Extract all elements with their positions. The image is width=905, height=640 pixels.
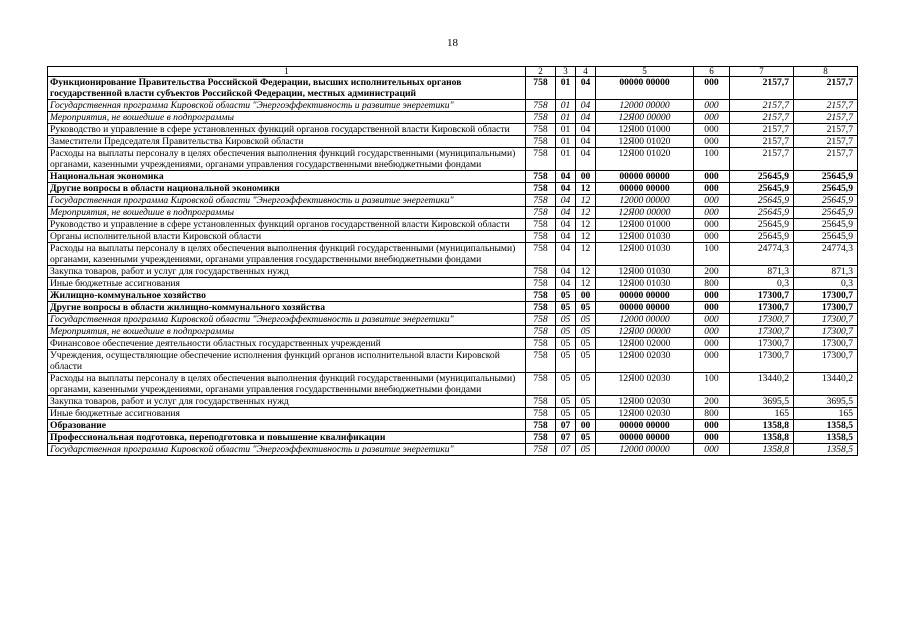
expense-name-cell: Органы исполнительной власти Кировской области [48, 231, 526, 243]
expense-name-cell: Государственная программа Кировской области "Энергоэффективность и развитие энергетики" [48, 100, 526, 112]
amount-cell: 24774,3 [730, 243, 794, 266]
table-row [48, 326, 858, 338]
amount-cell: 2157,7 [730, 148, 794, 171]
subsection-code-cell: 12 [576, 243, 596, 266]
amount-cell: 2157,7 [794, 77, 858, 100]
amount-cell: 1358,5 [794, 444, 858, 456]
column-header: 5 [596, 67, 694, 77]
expense-name-cell: Другие вопросы в области жилищно-коммунального хозяйства [48, 302, 526, 314]
ministry-code-cell: 758 [526, 231, 556, 243]
amount-cell: 17300,7 [794, 290, 858, 302]
subsection-code-cell: 12 [576, 231, 596, 243]
subsection-code-cell: 12 [576, 219, 596, 231]
target-article-cell: 12Я00 02030 [596, 408, 694, 420]
amount-cell: 25645,9 [794, 219, 858, 231]
expense-type-cell: 000 [694, 112, 730, 124]
target-article-cell: 12Я00 02030 [596, 350, 694, 373]
page-number: 18 [447, 37, 458, 49]
ministry-code-cell: 758 [526, 338, 556, 350]
expense-name-cell: Функционирование Правительства Российской Федерации, высших исполнительных органов государственной власти субъектов Российской Федерации, местных администраций [48, 77, 526, 100]
amount-cell: 17300,7 [794, 326, 858, 338]
target-article-cell: 12000 00000 [596, 314, 694, 326]
target-article-cell: 00000 00000 [596, 77, 694, 100]
section-code-cell: 05 [556, 302, 576, 314]
expense-type-cell: 000 [694, 350, 730, 373]
ministry-code-cell: 758 [526, 432, 556, 444]
table-row [48, 183, 858, 195]
section-code-cell: 05 [556, 338, 576, 350]
amount-cell: 25645,9 [794, 171, 858, 183]
subsection-code-cell: 05 [576, 338, 596, 350]
amount-cell: 0,3 [730, 278, 794, 290]
expense-name-cell: Государственная программа Кировской области "Энергоэффективность и развитие энергетики" [48, 444, 526, 456]
ministry-code-cell: 758 [526, 302, 556, 314]
expense-name-cell: Закупка товаров, работ и услуг для государственных нужд [48, 266, 526, 278]
section-code-cell: 04 [556, 207, 576, 219]
section-code-cell: 04 [556, 195, 576, 207]
table-row [48, 290, 858, 302]
expense-type-cell: 000 [694, 219, 730, 231]
subsection-code-cell: 04 [576, 148, 596, 171]
expense-type-cell: 000 [694, 302, 730, 314]
section-code-cell: 01 [556, 112, 576, 124]
section-code-cell: 01 [556, 148, 576, 171]
target-article-cell: 12Я00 01000 [596, 219, 694, 231]
expense-type-cell: 000 [694, 183, 730, 195]
target-article-cell: 00000 00000 [596, 290, 694, 302]
column-header: 2 [526, 67, 556, 77]
amount-cell: 2157,7 [730, 136, 794, 148]
expense-name-cell: Мероприятия, не вошедшие в подпрограммы [48, 207, 526, 219]
table-row [48, 77, 858, 100]
expense-name-cell: Заместители Председателя Правительства Кировской области [48, 136, 526, 148]
expense-type-cell: 100 [694, 148, 730, 171]
amount-cell: 1358,5 [794, 420, 858, 432]
amount-cell: 871,3 [730, 266, 794, 278]
amount-cell: 17300,7 [794, 314, 858, 326]
subsection-code-cell: 04 [576, 136, 596, 148]
expense-name-cell: Руководство и управление в сфере установленных функций органов государственной власти Кировской области [48, 124, 526, 136]
ministry-code-cell: 758 [526, 290, 556, 302]
subsection-code-cell: 05 [576, 373, 596, 396]
ministry-code-cell: 758 [526, 148, 556, 171]
target-article-cell: 12Я00 01030 [596, 266, 694, 278]
ministry-code-cell: 758 [526, 100, 556, 112]
expense-name-cell: Иные бюджетные ассигнования [48, 278, 526, 290]
ministry-code-cell: 758 [526, 112, 556, 124]
amount-cell: 17300,7 [794, 338, 858, 350]
subsection-code-cell: 04 [576, 100, 596, 112]
ministry-code-cell: 758 [526, 278, 556, 290]
expense-type-cell: 100 [694, 373, 730, 396]
amount-cell: 25645,9 [794, 207, 858, 219]
target-article-cell: 12000 00000 [596, 444, 694, 456]
ministry-code-cell: 758 [526, 444, 556, 456]
subsection-code-cell: 12 [576, 266, 596, 278]
amount-cell: 17300,7 [730, 338, 794, 350]
expense-type-cell: 000 [694, 326, 730, 338]
subsection-code-cell: 12 [576, 278, 596, 290]
ministry-code-cell: 758 [526, 408, 556, 420]
table-row [48, 432, 858, 444]
subsection-code-cell: 00 [576, 290, 596, 302]
target-article-cell: 12Я00 02030 [596, 396, 694, 408]
amount-cell: 25645,9 [730, 207, 794, 219]
section-code-cell: 04 [556, 219, 576, 231]
subsection-code-cell: 05 [576, 350, 596, 373]
subsection-code-cell: 04 [576, 124, 596, 136]
subsection-code-cell: 05 [576, 444, 596, 456]
amount-cell: 25645,9 [730, 219, 794, 231]
expense-type-cell: 000 [694, 432, 730, 444]
table-row [48, 350, 858, 373]
ministry-code-cell: 758 [526, 350, 556, 373]
amount-cell: 17300,7 [794, 350, 858, 373]
ministry-code-cell: 758 [526, 420, 556, 432]
expense-type-cell: 000 [694, 100, 730, 112]
amount-cell: 25645,9 [730, 171, 794, 183]
amount-cell: 17300,7 [794, 302, 858, 314]
expense-type-cell: 000 [694, 207, 730, 219]
target-article-cell: 12Я00 01030 [596, 278, 694, 290]
expense-name-cell: Образование [48, 420, 526, 432]
expense-name-cell: Национальная экономика [48, 171, 526, 183]
section-code-cell: 05 [556, 326, 576, 338]
amount-cell: 2157,7 [730, 112, 794, 124]
target-article-cell: 12Я00 01030 [596, 231, 694, 243]
expense-type-cell: 000 [694, 77, 730, 100]
table-row [48, 396, 858, 408]
table-row [48, 136, 858, 148]
amount-cell: 2157,7 [730, 100, 794, 112]
table-row [48, 148, 858, 171]
target-article-cell: 12Я00 00000 [596, 326, 694, 338]
table-row [48, 171, 858, 183]
expense-type-cell: 000 [694, 290, 730, 302]
expense-name-cell: Жилищно-коммунальное хозяйство [48, 290, 526, 302]
subsection-code-cell: 05 [576, 314, 596, 326]
subsection-code-cell: 00 [576, 171, 596, 183]
target-article-cell: 12Я00 01020 [596, 136, 694, 148]
expense-type-cell: 000 [694, 231, 730, 243]
target-article-cell: 12Я00 01020 [596, 148, 694, 171]
subsection-code-cell: 05 [576, 396, 596, 408]
table-row [48, 231, 858, 243]
column-header: 7 [730, 67, 794, 77]
amount-cell: 17300,7 [730, 302, 794, 314]
ministry-code-cell: 758 [526, 171, 556, 183]
table-row [48, 219, 858, 231]
target-article-cell: 00000 00000 [596, 171, 694, 183]
section-code-cell: 05 [556, 408, 576, 420]
table-row [48, 373, 858, 396]
amount-cell: 25645,9 [794, 183, 858, 195]
table-row [48, 314, 858, 326]
ministry-code-cell: 758 [526, 195, 556, 207]
expense-name-cell: Другие вопросы в области национальной экономики [48, 183, 526, 195]
expense-type-cell: 800 [694, 278, 730, 290]
target-article-cell: 12000 00000 [596, 195, 694, 207]
ministry-code-cell: 758 [526, 326, 556, 338]
section-code-cell: 04 [556, 243, 576, 266]
column-header: 8 [794, 67, 858, 77]
expense-name-cell: Расходы на выплаты персоналу в целях обеспечения выполнения функций государственными (муниципальными) органами, казенными учреждениями, органами управления государственными внебюджетными фондами [48, 148, 526, 171]
target-article-cell: 12Я00 01000 [596, 124, 694, 136]
amount-cell: 25645,9 [794, 231, 858, 243]
ministry-code-cell: 758 [526, 396, 556, 408]
table-row [48, 112, 858, 124]
amount-cell: 13440,2 [794, 373, 858, 396]
ministry-code-cell: 758 [526, 373, 556, 396]
budget-table [47, 66, 858, 456]
section-code-cell: 04 [556, 171, 576, 183]
amount-cell: 3695,5 [730, 396, 794, 408]
amount-cell: 17300,7 [730, 290, 794, 302]
expense-name-cell: Иные бюджетные ассигнования [48, 408, 526, 420]
expense-name-cell: Финансовое обеспечение деятельности областных государственных учреждений [48, 338, 526, 350]
table-row [48, 243, 858, 266]
section-code-cell: 04 [556, 231, 576, 243]
amount-cell: 25645,9 [730, 231, 794, 243]
table-row [48, 278, 858, 290]
expense-type-cell: 000 [694, 171, 730, 183]
table-row [48, 266, 858, 278]
amount-cell: 165 [730, 408, 794, 420]
section-code-cell: 05 [556, 396, 576, 408]
amount-cell: 25645,9 [730, 195, 794, 207]
target-article-cell: 00000 00000 [596, 420, 694, 432]
expense-name-cell: Государственная программа Кировской области "Энергоэффективность и развитие энергетики" [48, 314, 526, 326]
table-row [48, 124, 858, 136]
expense-type-cell: 800 [694, 408, 730, 420]
amount-cell: 165 [794, 408, 858, 420]
subsection-code-cell: 05 [576, 408, 596, 420]
target-article-cell: 00000 00000 [596, 183, 694, 195]
column-header: 1 [48, 67, 526, 77]
column-header: 6 [694, 67, 730, 77]
expense-name-cell: Расходы на выплаты персоналу в целях обеспечения выполнения функций государственными (муниципальными) органами, казенными учреждениями, органами управления государственными внебюджетными фондами [48, 373, 526, 396]
amount-cell: 2157,7 [794, 124, 858, 136]
expense-type-cell: 000 [694, 124, 730, 136]
expense-type-cell: 200 [694, 266, 730, 278]
amount-cell: 25645,9 [794, 195, 858, 207]
expense-name-cell: Закупка товаров, работ и услуг для государственных нужд [48, 396, 526, 408]
section-code-cell: 01 [556, 124, 576, 136]
target-article-cell: 12Я00 02000 [596, 338, 694, 350]
expense-type-cell: 100 [694, 243, 730, 266]
amount-cell: 17300,7 [730, 326, 794, 338]
subsection-code-cell: 12 [576, 183, 596, 195]
target-article-cell: 00000 00000 [596, 302, 694, 314]
amount-cell: 2157,7 [794, 148, 858, 171]
target-article-cell: 12000 00000 [596, 100, 694, 112]
amount-cell: 1358,8 [730, 444, 794, 456]
section-code-cell: 04 [556, 266, 576, 278]
ministry-code-cell: 758 [526, 207, 556, 219]
ministry-code-cell: 758 [526, 77, 556, 100]
amount-cell: 2157,7 [794, 112, 858, 124]
table-row [48, 207, 858, 219]
target-article-cell: 12Я00 00000 [596, 112, 694, 124]
subsection-code-cell: 12 [576, 195, 596, 207]
expense-name-cell: Руководство и управление в сфере установленных функций органов государственной власти Кировской области [48, 219, 526, 231]
ministry-code-cell: 758 [526, 136, 556, 148]
expense-type-cell: 000 [694, 314, 730, 326]
section-code-cell: 04 [556, 278, 576, 290]
ministry-code-cell: 758 [526, 124, 556, 136]
subsection-code-cell: 05 [576, 326, 596, 338]
subsection-code-cell: 12 [576, 207, 596, 219]
section-code-cell: 05 [556, 373, 576, 396]
section-code-cell: 07 [556, 444, 576, 456]
amount-cell: 1358,8 [730, 420, 794, 432]
expense-name-cell: Расходы на выплаты персоналу в целях обеспечения выполнения функций государственными (муниципальными) органами, казенными учреждениями, органами управления государственными внебюджетными фондами [48, 243, 526, 266]
table-row [48, 302, 858, 314]
ministry-code-cell: 758 [526, 266, 556, 278]
subsection-code-cell: 00 [576, 420, 596, 432]
table-row [48, 100, 858, 112]
amount-cell: 1358,5 [794, 432, 858, 444]
column-header-row [48, 67, 858, 77]
expense-type-cell: 000 [694, 338, 730, 350]
amount-cell: 1358,8 [730, 432, 794, 444]
expense-type-cell: 200 [694, 396, 730, 408]
ministry-code-cell: 758 [526, 183, 556, 195]
section-code-cell: 07 [556, 432, 576, 444]
amount-cell: 3695,5 [794, 396, 858, 408]
expense-type-cell: 000 [694, 444, 730, 456]
column-header: 3 [556, 67, 576, 77]
expense-name-cell: Государственная программа Кировской области "Энергоэффективность и развитие энергетики" [48, 195, 526, 207]
subsection-code-cell: 04 [576, 77, 596, 100]
amount-cell: 2157,7 [730, 77, 794, 100]
section-code-cell: 01 [556, 136, 576, 148]
target-article-cell: 00000 00000 [596, 432, 694, 444]
section-code-cell: 05 [556, 314, 576, 326]
section-code-cell: 04 [556, 183, 576, 195]
expense-name-cell: Мероприятия, не вошедшие в подпрограммы [48, 326, 526, 338]
subsection-code-cell: 05 [576, 302, 596, 314]
table-row [48, 408, 858, 420]
ministry-code-cell: 758 [526, 219, 556, 231]
ministry-code-cell: 758 [526, 243, 556, 266]
table-row [48, 338, 858, 350]
subsection-code-cell: 04 [576, 112, 596, 124]
section-code-cell: 01 [556, 100, 576, 112]
target-article-cell: 12Я00 01030 [596, 243, 694, 266]
amount-cell: 24774,3 [794, 243, 858, 266]
amount-cell: 17300,7 [730, 350, 794, 373]
section-code-cell: 07 [556, 420, 576, 432]
table-row [48, 195, 858, 207]
expense-type-cell: 000 [694, 195, 730, 207]
section-code-cell: 05 [556, 290, 576, 302]
section-code-cell: 05 [556, 350, 576, 373]
ministry-code-cell: 758 [526, 314, 556, 326]
amount-cell: 25645,9 [730, 183, 794, 195]
table-row [48, 444, 858, 456]
expense-name-cell: Профессиональная подготовка, переподготовка и повышение квалификации [48, 432, 526, 444]
expense-name-cell: Учреждения, осуществляющие обеспечение исполнения функций органов исполнительной власти Кировской области [48, 350, 526, 373]
amount-cell: 17300,7 [730, 314, 794, 326]
column-header: 4 [576, 67, 596, 77]
amount-cell: 871,3 [794, 266, 858, 278]
section-code-cell: 01 [556, 77, 576, 100]
amount-cell: 2157,7 [730, 124, 794, 136]
amount-cell: 2157,7 [794, 136, 858, 148]
table-row [48, 420, 858, 432]
amount-cell: 0,3 [794, 278, 858, 290]
subsection-code-cell: 05 [576, 432, 596, 444]
expense-name-cell: Мероприятия, не вошедшие в подпрограммы [48, 112, 526, 124]
amount-cell: 2157,7 [794, 100, 858, 112]
expense-type-cell: 000 [694, 136, 730, 148]
target-article-cell: 12Я00 00000 [596, 207, 694, 219]
target-article-cell: 12Я00 02030 [596, 373, 694, 396]
expense-type-cell: 000 [694, 420, 730, 432]
amount-cell: 13440,2 [730, 373, 794, 396]
